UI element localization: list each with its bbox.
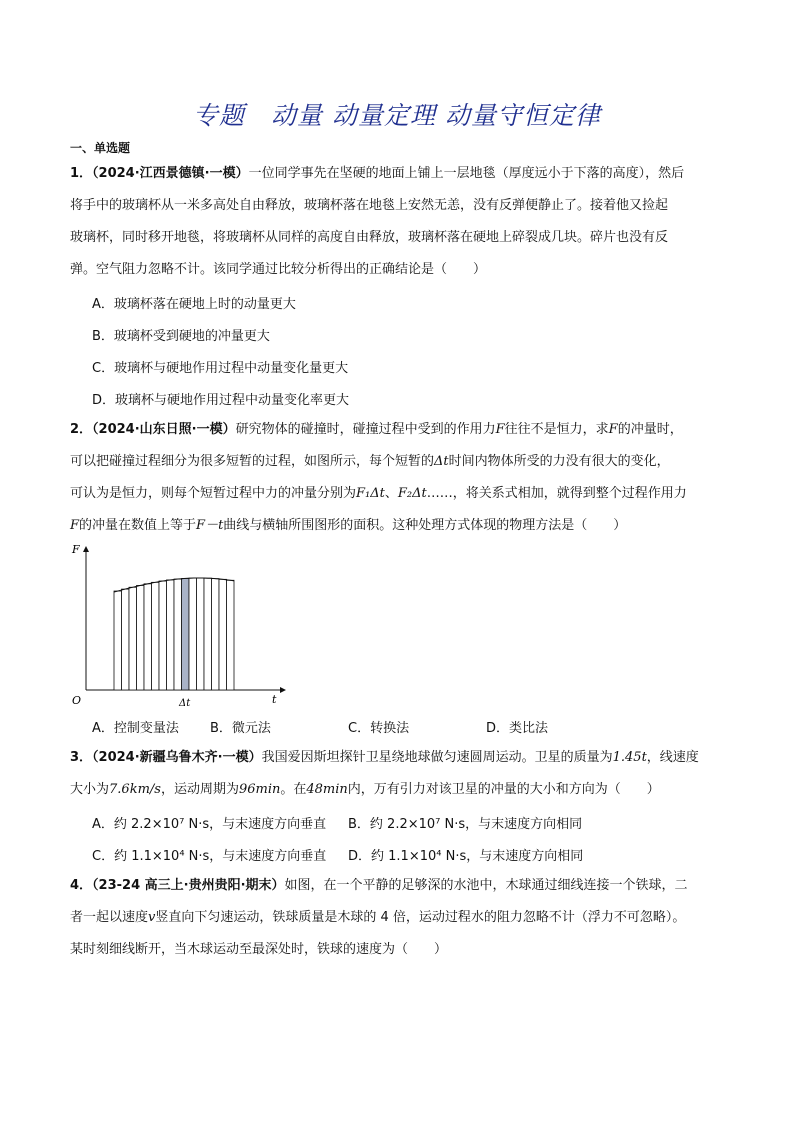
q4-line-1: 4．（23-24 高三上·贵州贵阳·期末）如图，在一个平静的足够深的水池中，木球通过细线连接一个铁球，二 xyxy=(70,878,688,893)
q3-line-2: 大小为7.6km/s，运动周期为96min。在48min内，万有引力对该卫星的冲量的大小和方向为（ ） xyxy=(70,782,660,797)
q2-line-1: 2．（2024·山东日照·一模）研究物体的碰撞时，碰撞过程中受到的作用力F往往不是恒力，求F的冲量时， xyxy=(70,422,683,437)
q1-number: 1． xyxy=(70,166,93,181)
q4-number: 4． xyxy=(70,878,93,893)
strip xyxy=(137,585,145,690)
q2-option-c[interactable]: C．转换法 xyxy=(348,721,410,736)
q3-option-a[interactable]: A．约 2.2×10⁷ N·s，与末速度方向垂直 xyxy=(92,817,327,832)
f-axis-label: F xyxy=(72,543,80,556)
q1-source: （2024·江西景德镇·一模） xyxy=(92,166,249,181)
strip xyxy=(189,578,197,690)
q2-source: （2024·山东日照·一模） xyxy=(92,422,236,437)
q1-option-b[interactable]: B．玻璃杯受到硬地的冲量更大 xyxy=(92,329,270,344)
strip xyxy=(114,591,122,690)
q1-option-d[interactable]: D．玻璃杯与硬地作用过程中动量变化率更大 xyxy=(92,393,350,408)
strips-group xyxy=(114,578,234,690)
strip xyxy=(144,584,152,690)
strip xyxy=(197,578,205,690)
strip xyxy=(152,582,160,690)
strip xyxy=(159,581,167,690)
q4-line-3: 某时刻细线断开，当木球运动至最深处时，铁球的速度为（ ） xyxy=(70,942,448,957)
q2-option-b[interactable]: B．微元法 xyxy=(210,721,271,736)
q2-line-2: 可以把碰撞过程细分为很多短暂的过程，如图所示，每个短暂的Δt时间内物体所受的力没有很大的变化， xyxy=(70,454,670,469)
q2-line-4: F的冲量在数值上等于F－t曲线与横轴所围图形的面积。这种处理方式体现的物理方法是（ ） xyxy=(70,518,627,533)
strip xyxy=(219,579,227,690)
q1-option-a[interactable]: A．玻璃杯落在硬地上时的动量更大 xyxy=(92,297,296,312)
strip xyxy=(204,578,212,690)
f-axis-arrow xyxy=(83,546,89,552)
q2-option-d[interactable]: D．类比法 xyxy=(486,721,549,736)
q1-line-3: 玻璃杯，同时移开地毯，将玻璃杯从同样的高度自由释放，玻璃杯落在硬地上碎裂成几块。碎片也没有反 xyxy=(70,230,669,245)
q3-option-d[interactable]: D．约 1.1×10⁴ N·s，与末速度方向相同 xyxy=(348,849,584,864)
q3-source: （2024·新疆乌鲁木齐·一模） xyxy=(92,750,262,765)
q4-line-2: 者一起以速度v竖直向下匀速运动，铁球质量是木球的 4 倍，运动过程水的阻力忽略不计（浮力不可忽略）。 xyxy=(70,910,686,925)
q3-option-c[interactable]: C．约 1.1×10⁴ N·s，与末速度方向垂直 xyxy=(92,849,327,864)
section-heading: 一、单选题 xyxy=(70,141,131,155)
q3-number: 3． xyxy=(70,750,93,765)
strip xyxy=(227,580,235,690)
strip xyxy=(122,589,130,690)
q1-line-4: 弹。空气阻力忽略不计。该同学通过比较分析得出的正确结论是（ ） xyxy=(70,262,487,277)
t-axis-label: t xyxy=(272,693,277,706)
strip xyxy=(129,587,137,690)
q1-line-2: 将手中的玻璃杯从一米多高处自由释放，玻璃杯落在地毯上安然无恙，没有反弹便静止了。接着他又捡起 xyxy=(70,198,669,213)
highlighted-strip xyxy=(182,578,190,690)
q2-number: 2． xyxy=(70,422,93,437)
force-time-figure xyxy=(68,538,288,710)
strip xyxy=(212,579,220,690)
q4-source: （23-24 高三上·贵州贵阳·期末） xyxy=(92,878,285,893)
q3-option-b[interactable]: B．约 2.2×10⁷ N·s，与末速度方向相同 xyxy=(348,817,583,832)
strip xyxy=(167,580,175,690)
strip xyxy=(174,579,182,690)
q3-line-1: 3．（2024·新疆乌鲁木齐·一模）我国爱因斯坦探针卫星绕地球做匀速圆周运动。卫星的质量为1.45t，线速度 xyxy=(70,750,699,765)
t-axis-arrow xyxy=(280,687,286,693)
origin-label: O xyxy=(72,694,82,707)
q1-line-1: 1．（2024·江西景德镇·一模）一位同学事先在坚硬的地面上铺上一层地毯（厚度远小于下落的高度），然后 xyxy=(70,166,685,181)
q2-option-a[interactable]: A．控制变量法 xyxy=(92,721,179,736)
delta-t-label: Δt xyxy=(179,698,191,709)
q1-option-c[interactable]: C．玻璃杯与硬地作用过程中动量变化量更大 xyxy=(92,361,349,376)
page-title: 专题 动量 动量定理 动量守恒定律 xyxy=(193,101,601,130)
q2-line-3: 可认为是恒力，则每个短暂过程中力的冲量分别为F₁Δt、F₂Δt……，将关系式相加，就得到整个过程作用力 xyxy=(70,486,687,501)
